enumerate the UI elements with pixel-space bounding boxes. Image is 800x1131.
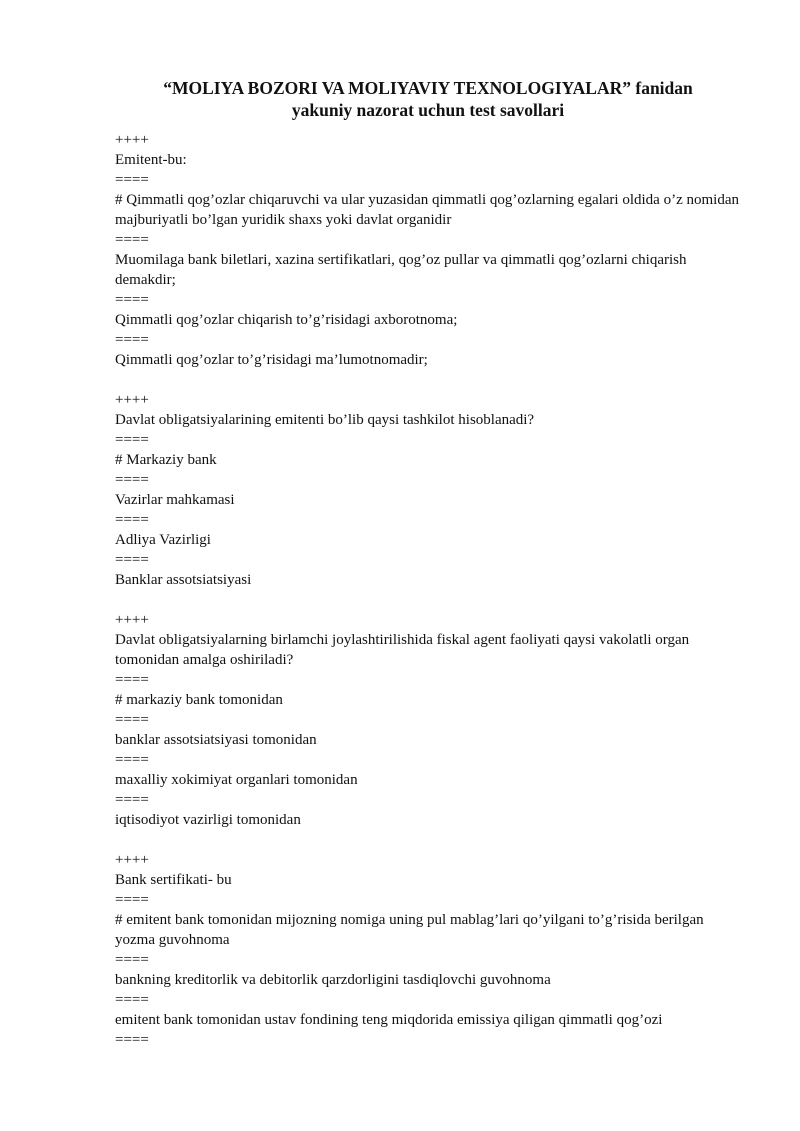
option-marker: ==== (115, 712, 149, 728)
option: Qimmatli qog’ozlar chiqarish to’g’risidagi axborotnoma; (115, 312, 458, 328)
option: Vazirlar mahkamasi (115, 492, 235, 508)
option-correct: # markaziy bank tomonidan (115, 692, 283, 708)
option-marker: ==== (115, 752, 149, 768)
option-correct: # Qimmatli qog’ozlar chiqaruvchi va ular yuzasidan qimmatli qog’ozlarning egalari oldida o’z nomidan majburiyatli bo’lgan yuridik shaxs yoki davlat organidir (115, 192, 739, 228)
option-marker: ==== (115, 672, 149, 688)
option: Adliya Vazirligi (115, 532, 211, 548)
question-text: Emitent-bu: (115, 152, 187, 168)
question-marker: ++++ (115, 852, 149, 868)
option-marker: ==== (115, 552, 149, 568)
option: Qimmatli qog’ozlar to’g’risidagi ma’lumotnomadir; (115, 352, 428, 368)
option-marker: ==== (115, 952, 149, 968)
option: Banklar assotsiatsiyasi (115, 572, 252, 588)
question-text: Davlat obligatsiyalarning birlamchi joylashtirilishida fiskal agent faoliyati qaysi vakolatli organ tomonidan amalga oshiriladi? (115, 632, 690, 668)
option: bankning kreditorlik va debitorlik qarzdorligini tasdiqlovchi guvohnoma (115, 972, 551, 988)
option: maxalliy xokimiyat organlari tomonidan (115, 772, 358, 788)
question-marker: ++++ (115, 392, 149, 408)
spacer (115, 590, 740, 610)
option-marker: ==== (115, 432, 149, 448)
option-marker: ==== (115, 472, 149, 488)
document-title-line1: “MOLIYA BOZORI VA MOLIYAVIY TEXNOLOGIYALAR” fanidan (163, 78, 693, 98)
test-content (115, 130, 740, 1050)
option-correct: # emitent bank tomonidan mijozning nomiga uning pul mablag’lari qo’yilgani to’g’risida berilgan yozma guvohnoma (115, 912, 704, 948)
question-marker: ++++ (115, 132, 149, 148)
spacer (115, 370, 740, 390)
question-marker: ++++ (115, 612, 149, 628)
option: Muomilaga bank biletlari, xazina sertifikatlari, qog’oz pullar va qimmatli qog’ozlarni chiqarish demakdir; (115, 252, 687, 288)
option-marker: ==== (115, 332, 149, 348)
option: iqtisodiyot vazirligi tomonidan (115, 812, 301, 828)
option-marker: ==== (115, 172, 149, 188)
option: banklar assotsiatsiyasi tomonidan (115, 732, 317, 748)
spacer (115, 830, 740, 850)
question-block (115, 610, 740, 830)
question-text: Davlat obligatsiyalarining emitenti bo’lib qaysi tashkilot hisoblanadi? (115, 412, 535, 428)
option-marker: ==== (115, 892, 149, 908)
option-correct: # Markaziy bank (115, 452, 217, 468)
document-title-line2: yakuniy nazorat uchun test savollari (291, 100, 565, 120)
question-block (115, 130, 740, 370)
question-text: Bank sertifikati- bu (115, 872, 232, 888)
option-marker: ==== (115, 792, 149, 808)
option-marker: ==== (115, 512, 149, 528)
option-marker: ==== (115, 292, 149, 308)
option-marker: ==== (115, 992, 149, 1008)
question-block (115, 390, 740, 590)
option: emitent bank tomonidan ustav fondining teng miqdorida emissiya qiligan qimmatli qog’ozi (115, 1012, 663, 1028)
option-marker: ==== (115, 1032, 149, 1048)
option-marker: ==== (115, 232, 149, 248)
question-block (115, 850, 740, 1050)
